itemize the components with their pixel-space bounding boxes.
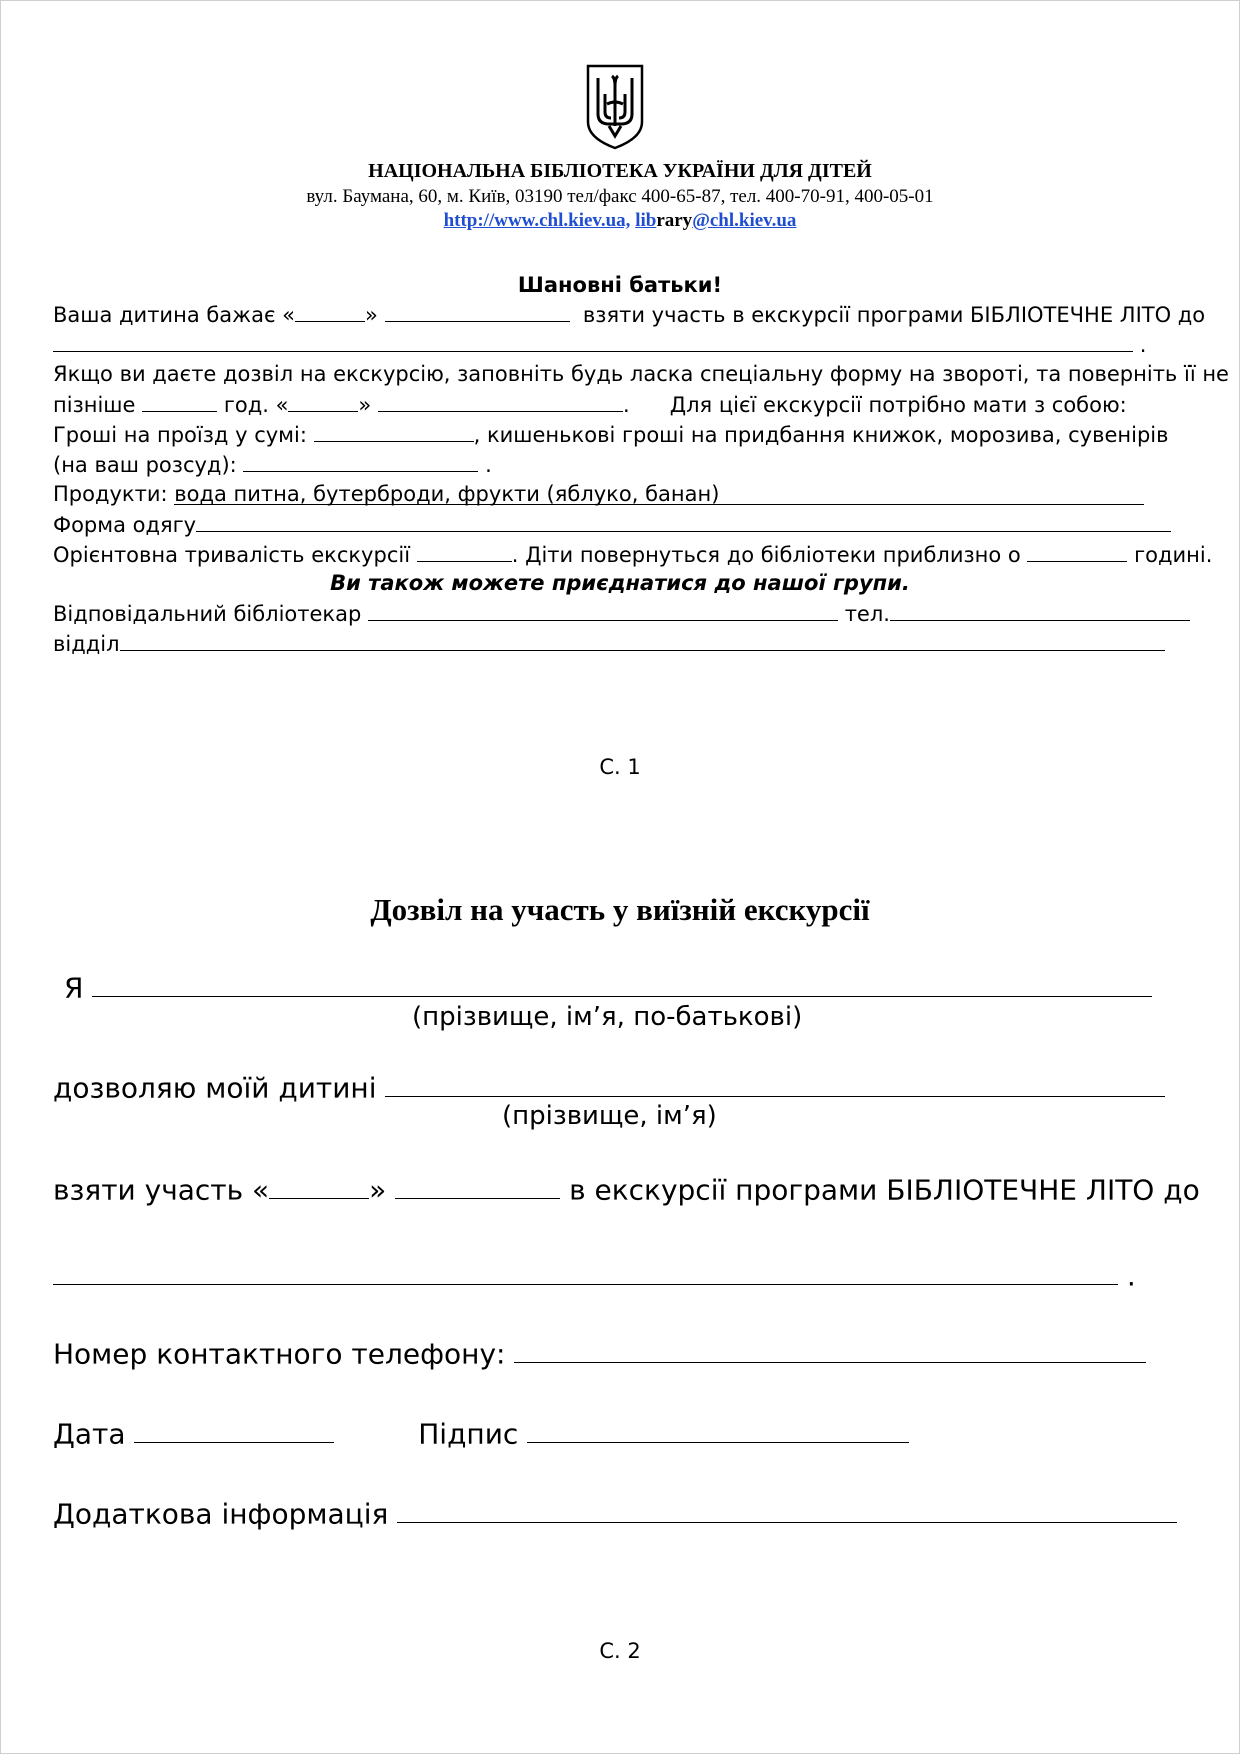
child-name-line: дозволяю моїй дитині (53, 1067, 1165, 1105)
destination-field[interactable] (53, 329, 1133, 352)
p1-line-7: Продукти: вода питна, бутерброди, фрукти (яблуко, банан) (53, 479, 1144, 509)
trip-month-field[interactable] (395, 1169, 560, 1199)
ukraine-trident-emblem-icon (585, 64, 645, 150)
p1-line-2: . (53, 329, 1146, 360)
organization-address: вул. Баумана, 60, м. Київ, 03190 тел/факс 400-65-87, тел. 400-70-91, 400-05-01 (306, 186, 934, 207)
fare-amount-field[interactable] (314, 419, 474, 442)
librarian-phone-field[interactable] (890, 598, 1190, 621)
return-date-field[interactable] (288, 389, 358, 412)
parent-name-hint: (прізвище, ім’я, по-батькові) (412, 1002, 803, 1032)
p1-line-11: Відповідальний бібліотекар тел. (53, 598, 1190, 629)
contact-phone-field[interactable] (514, 1333, 1146, 1363)
website-link[interactable]: http://www.chl.kiev.ua, (443, 210, 631, 231)
extra-info-line: Додаткова інформація (53, 1493, 1177, 1531)
phone-line: Номер контактного телефону: (53, 1333, 1146, 1371)
trip-day-field[interactable] (269, 1169, 369, 1199)
month-field[interactable] (385, 299, 570, 322)
p1-line-8: Форма одягу (53, 509, 1171, 540)
food-field[interactable]: вода питна, бутерброди, фрукти (яблуко, банан) (174, 482, 1144, 505)
signature-field[interactable] (527, 1413, 909, 1443)
p1-line-4: пізніше год. « » . Для цієї екскурсії потрібно мати з собою: (53, 389, 1127, 420)
child-name-field[interactable] (385, 1067, 1165, 1097)
destination-line: . (53, 1255, 1136, 1293)
parent-name-line: Я (64, 967, 1152, 1005)
participation-line: взяти участь « » в екскурсії програми БІБЛІОТЕЧНЕ ЛІТО до (53, 1169, 1200, 1207)
trip-destination-field[interactable] (53, 1255, 1118, 1285)
p1-line-9: Орієнтовна тривалість екскурсії . Діти повернуться до бібліотеки приблизно о годині. (53, 539, 1212, 570)
organization-name: НАЦІОНАЛЬНА БІБЛІОТЕКА УКРАЇНИ ДЛЯ ДІТЕЙ (368, 160, 872, 182)
p1-line-3: Якщо ви даєте дозвіл на екскурсію, заповніть будь ласка спеціальну форму на звороті, та поверніть її не (53, 362, 1229, 386)
p1-line-12: відділ (53, 628, 1165, 659)
date-field[interactable] (134, 1413, 334, 1443)
return-month-field[interactable] (378, 389, 623, 412)
p1-line-6: (на ваш розсуд): . (53, 449, 492, 480)
date-sign-line: Дата Підпис (53, 1413, 909, 1451)
return-day-field[interactable] (142, 389, 217, 412)
parent-name-field[interactable] (92, 967, 1152, 997)
clothing-field[interactable] (196, 509, 1171, 532)
greeting: Шановні батьки! (517, 273, 723, 297)
p1-line-5: Гроші на проїзд у сумі: , кишенькові гроші на придбання книжок, морозива, сувенірів (53, 419, 1169, 450)
contact-links (0, 210, 1240, 232)
permission-title: Дозвіл на участь у виїзній екскурсії (370, 892, 870, 927)
email-link[interactable]: library@chl.kiev.ua (635, 210, 797, 231)
page-number-1: С. 1 (599, 755, 641, 779)
duration-field[interactable] (417, 539, 512, 562)
pocket-money-field[interactable] (243, 449, 478, 472)
librarian-field[interactable] (368, 598, 838, 621)
return-hour-field[interactable] (1027, 539, 1127, 562)
department-field[interactable] (120, 628, 1165, 651)
p1-line-1: Ваша дитина бажає « » взяти участь в екскурсії програми БІБЛІОТЕЧНЕ ЛІТО до (53, 299, 1205, 330)
page-number-2: С. 2 (599, 1639, 641, 1663)
join-group-note: Ви також можете приєднатися до нашої групи. (330, 571, 910, 595)
extra-info-field[interactable] (397, 1493, 1177, 1523)
child-name-hint: (прізвище, ім’я) (502, 1101, 717, 1131)
day-field[interactable] (295, 299, 365, 322)
